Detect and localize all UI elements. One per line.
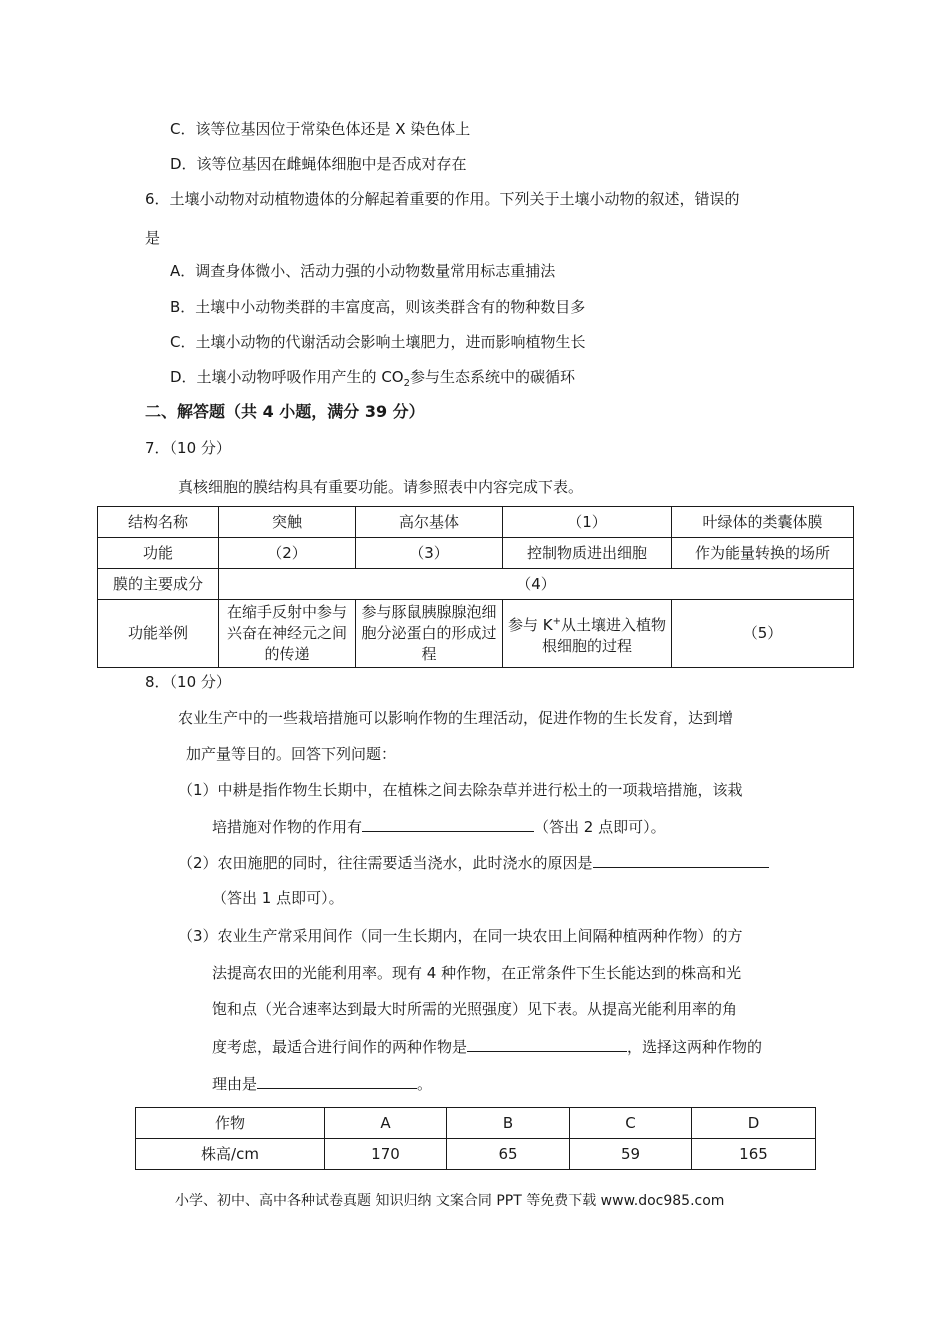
q8-head: 8．（10 分） [145,673,231,691]
table-cell: 膜的主要成分 [98,569,219,600]
section2-title: 二、解答题（共 4 小题，满分 39 分） [145,402,425,421]
table-cell: 170 [325,1139,447,1170]
table-cell: 作为能量转换的场所 [672,538,854,569]
table-cell: 株高/cm [136,1139,325,1170]
q6-option-a: A．调查身体微小、活动力强的小动物数量常用标志重捕法 [170,262,556,280]
q5-option-c: C．该等位基因位于常染色体还是 X 染色体上 [170,120,471,138]
q8-part3-text: 度考虑，最适合进行间作的两种作物是 [212,1038,468,1056]
q6-option-d [170,366,575,395]
table-cell: 叶绿体的类囊体膜 [672,507,854,538]
q8-part2-line2: （答出 1 点即可）。 [212,889,344,907]
footer-text: 小学、初中、高中各种试卷真题 知识归纳 文案合同 PPT 等免费下载 www.doc985.com [175,1193,725,1209]
answer-blank[interactable] [593,851,769,868]
q6-option-d-post: 参与生态系统中的碳循环 [409,368,575,386]
q8-part3-reason: 理由是 [212,1075,258,1093]
table-cell: 功能举例 [98,600,219,668]
answer-blank[interactable] [257,1072,417,1089]
q7-table-row-examples [98,600,854,668]
q8-part3-text-post: ，选择这两种作物的 [627,1038,763,1056]
potassium-superscript: + [552,615,561,627]
q8-intro-line1: 农业生产中的一些栽培措施可以影响作物的生理活动，促进作物的生长发育，达到增 [178,709,734,727]
q8-part3-line2: 法提高农田的光能利用率。现有 4 种作物，在正常条件下生长能达到的株高和光 [212,964,742,982]
table-cell: D [692,1108,816,1139]
q6-option-c: C．土壤小动物的代谢活动会影响土壤肥力，进而影响植物生长 [170,333,586,351]
q8-part2-line1 [178,851,769,874]
table-cell: 参与豚鼠胰腺腺泡细胞分泌蛋白的形成过程 [356,600,503,668]
q7-intro: 真核细胞的膜结构具有重要功能。请参照表中内容完成下表。 [178,478,584,496]
q6-stem-line2: 是 [145,229,161,247]
q7-table [97,506,854,668]
q7-head: 7．（10 分） [145,439,231,457]
table-cell [503,600,672,668]
table-cell: 作物 [136,1108,325,1139]
table-cell: （2） [219,538,356,569]
q6-option-d-sub: 2 [403,378,410,389]
table-cell: （5） [672,600,854,668]
q8-part1-text: 培措施对作物的作用有 [212,818,363,836]
table-cell: （4） [219,569,854,600]
table-cell: 在缩手反射中参与兴奋在神经元之间的传递 [219,600,356,668]
table-cell: A [325,1108,447,1139]
table-cell: 功能 [98,538,219,569]
q8-part3-period: 。 [417,1075,433,1093]
table-cell: （3） [356,538,503,569]
table-cell: 控制物质进出细胞 [503,538,672,569]
q8-part2-text: （2）农田施肥的同时，往往需要适当浇水，此时浇水的原因是 [178,854,593,872]
table-cell: （1） [503,507,672,538]
q7-table-row-components [98,569,854,600]
cell-text-post: 从土壤进入植物根细胞的过程 [541,615,666,655]
q6-option-b: B．土壤中小动物类群的丰富度高，则该类群含有的物种数目多 [170,298,586,316]
q8-part1-line1: （1）中耕是指作物生长期中，在植株之间去除杂草并进行松土的一项栽培措施，该栽 [178,781,743,799]
q8-table-header [136,1108,816,1139]
q8-part3-line4 [212,1035,762,1058]
answer-blank[interactable] [362,815,534,832]
cell-text-pre: 参与 K [507,615,553,634]
table-cell: 59 [570,1139,692,1170]
q8-part3-line3: 饱和点（光合速率达到最大时所需的光照强度）见下表。从提高光能利用率的角 [212,1000,738,1018]
table-cell: C [570,1108,692,1139]
q8-intro-line2: 加产量等目的。回答下列问题： [186,745,397,763]
table-cell: B [447,1108,570,1139]
q5-option-d: D．该等位基因在雌蝇体细胞中是否成对存在 [170,155,467,173]
table-cell: 突触 [219,507,356,538]
table-cell: 65 [447,1139,570,1170]
q8-part3-line5 [212,1072,432,1095]
q8-table-row-height [136,1139,816,1170]
q8-part1-hint: （答出 2 点即可）。 [534,818,666,836]
q7-table-row-function [98,538,854,569]
q8-part3-line1: （3）农业生产常采用间作（同一生长期内，在同一块农田上间隔种植两种作物）的方 [178,927,743,945]
table-cell: 165 [692,1139,816,1170]
q7-table-row-structure [98,507,854,538]
q8-table [135,1107,816,1170]
table-cell: 结构名称 [98,507,219,538]
q6-option-d-pre: D．土壤小动物呼吸作用产生的 CO [170,368,404,386]
answer-blank[interactable] [467,1035,627,1052]
q6-stem-line1: 6．土壤小动物对动植物遗体的分解起着重要的作用。下列关于土壤小动物的叙述，错误的 [145,190,740,208]
table-cell: 高尔基体 [356,507,503,538]
q8-part1-line2 [212,815,666,838]
